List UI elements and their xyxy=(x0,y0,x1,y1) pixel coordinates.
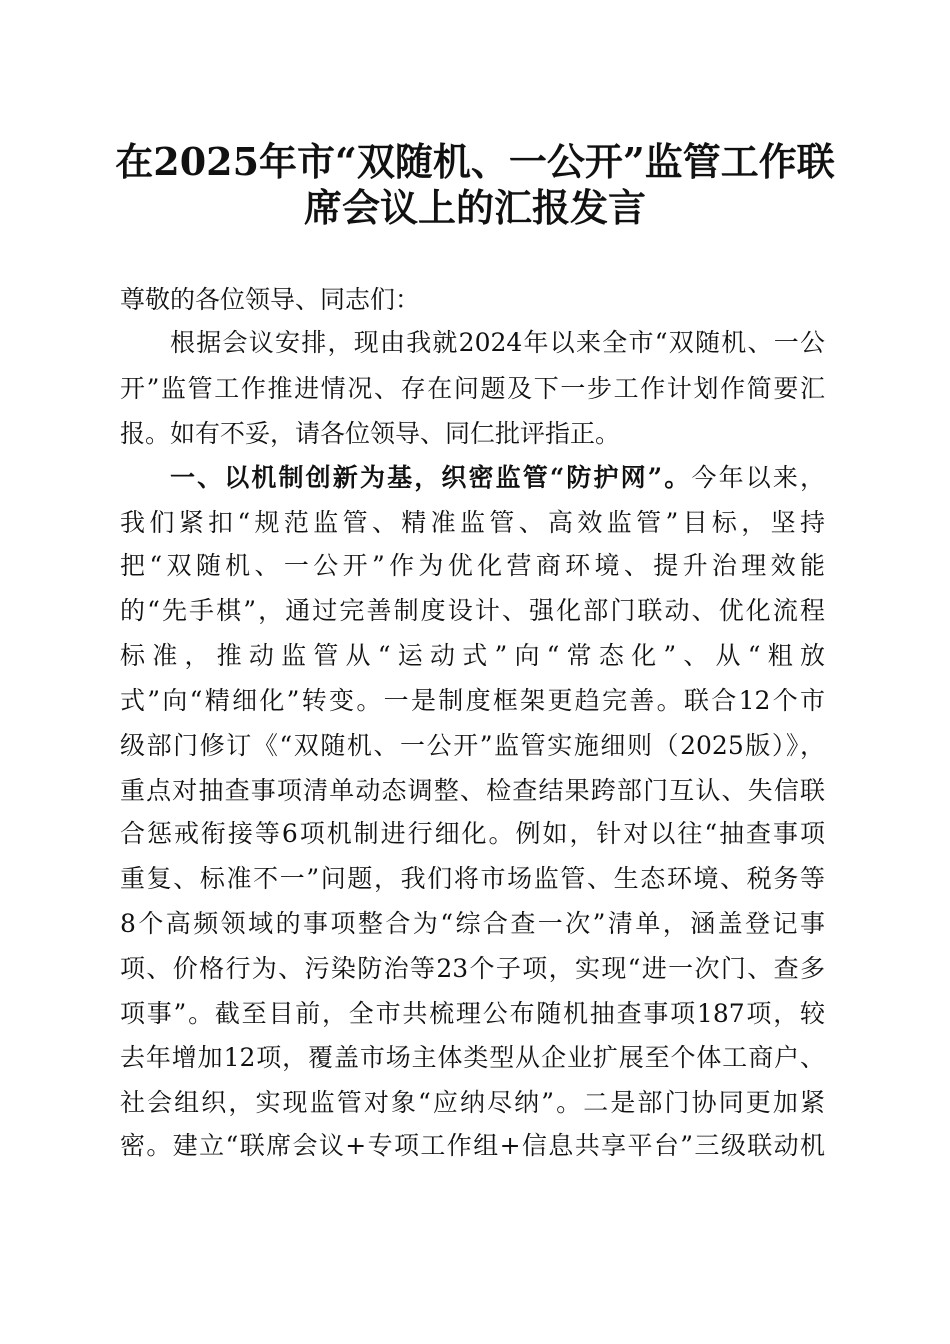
intro-line-2: 开”监管工作推进情况、存在问题及下一步工作计划作简要汇 xyxy=(120,374,825,403)
section1-line-5: 标准，推动监管从“运动式”向“常态化”、从“粗放 xyxy=(120,641,825,670)
section1-line-12: 项、价格行为、污染防治等23个子项，实现“进一次门、查多 xyxy=(120,954,825,983)
section1-line-10: 重复、标准不一”问题，我们将市场监管、生态环境、税务等 xyxy=(120,864,825,893)
document-title-line-2: 席会议上的汇报发言 xyxy=(303,185,646,230)
section1-line-1-rest: 今年以来， xyxy=(691,463,825,492)
section1-line-6: 式”向“精细化”转变。一是制度框架更趋完善。联合12个市 xyxy=(120,686,825,715)
salutation: 尊敬的各位领导、同志们： xyxy=(120,285,421,314)
section1-line-9: 合惩戒衔接等6项机制进行细化。例如，针对以往“抽查事项 xyxy=(120,819,825,848)
section1-line-3: 把“双随机、一公开”作为优化营商环境、提升治理效能 xyxy=(120,551,825,580)
section1-line-7: 级部门修订《“双随机、一公开”监管实施细则（2025版）》， xyxy=(120,731,825,760)
intro-line-3: 报。如有不妥，请各位领导、同仁批评指正。 xyxy=(120,419,621,448)
section1-line-1 xyxy=(170,463,825,493)
section1-line-11: 8个高频领域的事项整合为“综合查一次”清单，涵盖登记事 xyxy=(120,909,825,938)
section1-line-16: 密。建立“联席会议+专项工作组+信息共享平台”三级联动机 xyxy=(120,1131,825,1160)
document-title-line-1: 在2025年市“双随机、一公开”监管工作联 xyxy=(115,139,835,184)
section1-line-8: 重点对抽查事项清单动态调整、检查结果跨部门互认、失信联 xyxy=(120,776,825,805)
section1-line-14: 去年增加12项，覆盖市场主体类型从企业扩展至个体工商户、 xyxy=(120,1043,825,1072)
section1-line-2: 我们紧扣“规范监管、精准监管、高效监管”目标，坚持 xyxy=(120,508,825,537)
intro-line-1: 根据会议安排，现由我就2024年以来全市“双随机、一公 xyxy=(170,328,825,357)
section1-line-15: 社会组织，实现监管对象“应纳尽纳”。二是部门协同更加紧 xyxy=(120,1088,825,1117)
section1-line-13: 项事”。截至目前，全市共梳理公布随机抽查事项187项，较 xyxy=(120,999,825,1028)
section1-line-4: 的“先手棋”，通过完善制度设计、强化部门联动、优化流程 xyxy=(120,596,825,625)
section1-heading: 一、以机制创新为基，织密监管“防护网”。 xyxy=(170,463,692,492)
